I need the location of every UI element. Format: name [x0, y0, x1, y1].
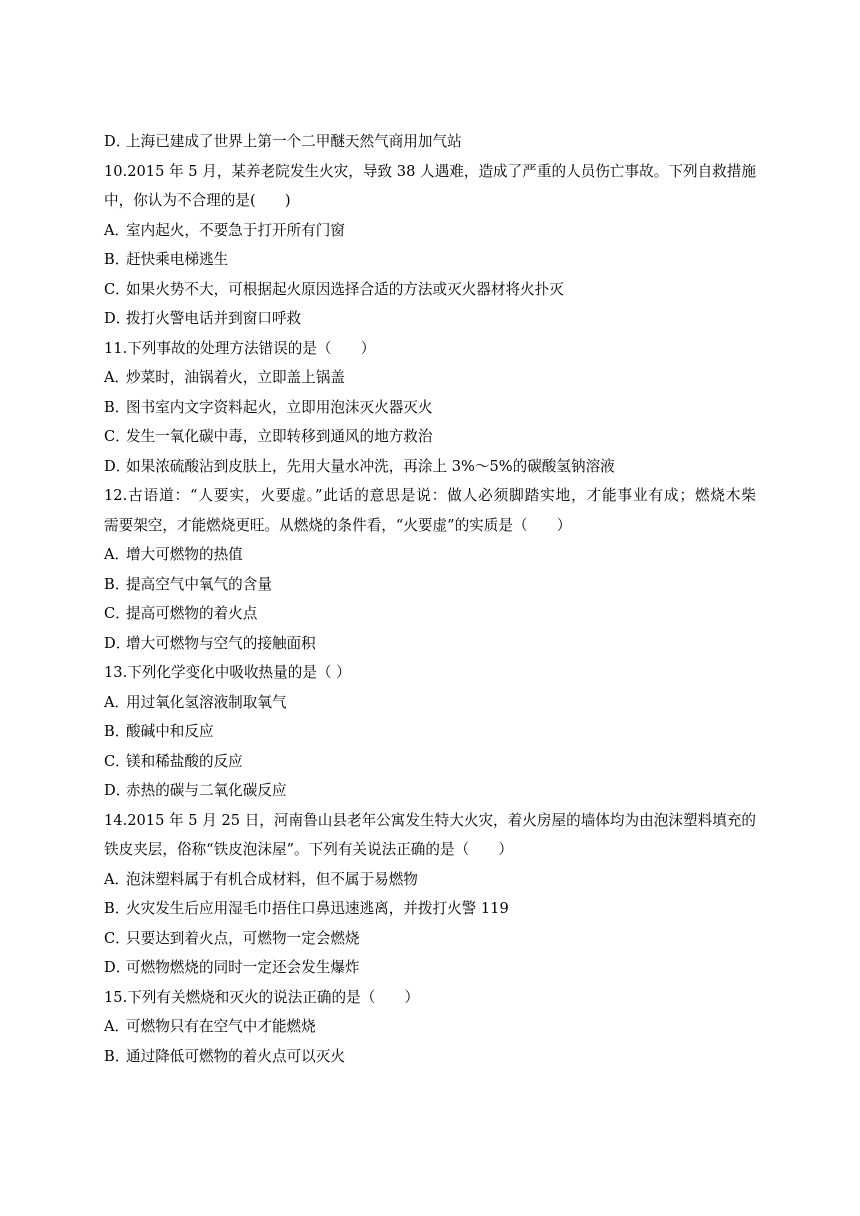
answer-option [104, 422, 756, 452]
option-text: 可燃物燃烧的同时一定还会发生爆炸 [126, 959, 360, 976]
answer-option [104, 894, 756, 924]
question-stem: 14.2015 年 5 月 25 日，河南鲁山县老年公寓发生特大火灾，着火房屋的墙体均为由泡沫塑料填充的 [104, 811, 756, 829]
option-letter: A． [104, 369, 130, 386]
answer-option [104, 776, 756, 806]
option-text: 炒菜时，油锅着火，立即盖上锅盖 [126, 369, 345, 386]
option-text: 用过氧化氢溶液制取氧气 [126, 693, 287, 711]
option-text: 室内起火，不要急于打开所有门窗 [126, 221, 345, 239]
answer-option [104, 393, 756, 423]
option-letter: C． [104, 280, 130, 298]
option-letter: D． [104, 310, 131, 327]
answer-option [104, 717, 756, 747]
question-stem-continued: 需要架空，才能燃烧更旺。从燃烧的条件看，“火要虚”的实质是（ ） [104, 516, 572, 534]
answer-option [104, 747, 756, 777]
option-letter: D． [104, 782, 131, 799]
option-letter: C． [104, 929, 130, 947]
question-stem-continued: 铁皮夹层，俗称“铁皮泡沫屋”。下列有关说法正确的是（ ） [104, 841, 513, 858]
option-letter: A． [104, 693, 130, 711]
option-letter: D． [104, 634, 131, 652]
answer-option [104, 363, 756, 393]
answer-option [104, 924, 756, 954]
question-stem: 10.2015 年 5 月，某养老院发生火灾，导致 38 人遇难，造成了严重的人员伤亡事故。下列自救措施 [104, 162, 756, 180]
option-text: 可燃物只有在空气中才能燃烧 [126, 1018, 316, 1035]
question-stem: 13.下列化学变化中吸收热量的是（ ） [104, 664, 351, 681]
answer-option [104, 688, 756, 718]
option-text: 酸碱中和反应 [126, 723, 214, 740]
answer-option [104, 275, 756, 305]
answer-option [104, 540, 756, 570]
answer-option [104, 599, 756, 629]
answer-option [104, 452, 756, 482]
question-stem: 12.古语道：“人要实，火要虚。”此话的意思是说：做人必须脚踏实地，才能事业有成；燃烧木柴 [104, 487, 756, 504]
option-letter: C． [104, 605, 130, 622]
question-stem-continued: 中，你认为不合理的是( ) [104, 192, 291, 209]
option-letter: D． [104, 133, 131, 150]
option-text: 增大可燃物的热值 [126, 546, 243, 563]
option-text: 如果火势不大，可根据起火原因选择合适的方法或灭火器材将火扑灭 [126, 280, 564, 298]
option-letter: B． [104, 575, 130, 593]
option-text: 拨打火警电话并到窗口呼救 [126, 310, 302, 327]
option-text: 发生一氧化碳中毒，立即转移到通风的地方救治 [126, 428, 433, 445]
option-text: 火灾发生后应用湿毛巾捂住口鼻迅速逃离，并拨打火警 119 [126, 900, 509, 917]
question-stem: 11.下列事故的处理方法错误的是（ ） [104, 339, 376, 357]
answer-option [104, 1042, 756, 1072]
option-text: 赶快乘电梯逃生 [126, 251, 229, 268]
option-letter: A． [104, 1018, 130, 1035]
option-text: 提高可燃物的着火点 [126, 605, 258, 622]
option-text: 通过降低可燃物的着火点可以灭火 [126, 1047, 345, 1065]
answer-option [104, 953, 756, 983]
answer-option [104, 865, 756, 895]
option-text: 增大可燃物与空气的接触面积 [126, 634, 316, 652]
answer-option [104, 245, 756, 275]
option-letter: D． [104, 959, 131, 976]
option-letter: B． [104, 1047, 130, 1065]
option-letter: A． [104, 546, 130, 563]
answer-option [104, 1012, 756, 1042]
option-letter: D． [104, 457, 131, 475]
option-letter: B． [104, 723, 130, 740]
document-body [104, 127, 756, 1071]
option-letter: A． [104, 221, 130, 239]
option-text: 上海已建成了世界上第一个二甲醚天然气商用加气站 [126, 133, 462, 150]
answer-option [104, 304, 756, 334]
answer-option [104, 127, 756, 157]
option-text: 镁和稀盐酸的反应 [126, 752, 243, 770]
answer-option [104, 570, 756, 600]
option-letter: B． [104, 900, 130, 917]
option-letter: C． [104, 428, 130, 445]
answer-option [104, 216, 756, 246]
option-text: 泡沫塑料属于有机合成材料，但不属于易燃物 [126, 870, 418, 888]
option-text: 如果浓硫酸沾到皮肤上，先用大量水冲洗，再涂上 3%～5%的碳酸氢钠溶液 [126, 457, 615, 475]
option-text: 赤热的碳与二氧化碳反应 [126, 782, 287, 799]
option-letter: C． [104, 752, 130, 770]
question-stem: 15.下列有关燃烧和灭火的说法正确的是（ ） [104, 988, 420, 1006]
answer-option [104, 629, 756, 659]
option-letter: B． [104, 251, 130, 268]
option-text: 图书室内文字资料起火，立即用泡沫灭火器灭火 [126, 398, 433, 416]
option-text: 提高空气中氧气的含量 [126, 575, 272, 593]
option-letter: A． [104, 870, 130, 888]
option-letter: B． [104, 398, 130, 416]
option-text: 只要达到着火点，可燃物一定会燃烧 [126, 929, 360, 947]
